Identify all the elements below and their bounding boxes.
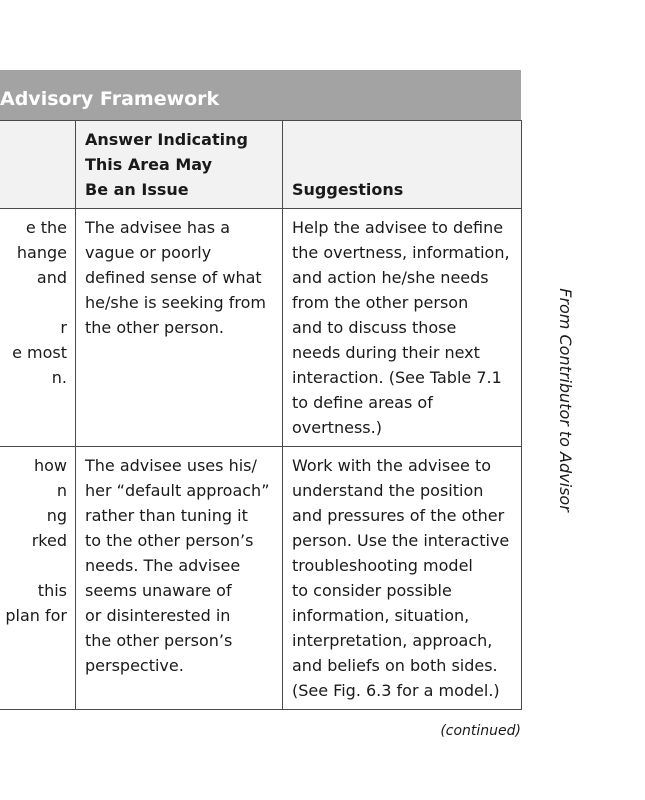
cell-line: interpretation, approach,	[292, 631, 493, 650]
header-cell-answer	[76, 121, 283, 209]
cell-line: r	[60, 318, 67, 337]
cell-line: Help the advisee to define	[292, 218, 504, 237]
row2-col1-cell	[0, 447, 76, 710]
cell-line: and beliefs on both sides.	[292, 656, 498, 675]
cell-line: overtness.)	[292, 418, 382, 437]
cell-line: to define areas of	[292, 393, 433, 412]
cell-line: e most	[12, 343, 67, 362]
running-head: From Contributor to Advisor	[556, 288, 575, 512]
cell-line: the other person’s	[85, 631, 233, 650]
header-cell-suggestions: Suggestions	[283, 121, 522, 209]
cell-line: to the other person’s	[85, 531, 254, 550]
cell-line: this	[37, 581, 67, 600]
row2-answer-cell	[76, 447, 283, 710]
cell-line: and to discuss those	[292, 318, 457, 337]
row1-answer-cell	[76, 209, 283, 447]
cell-line: Work with the advisee to	[292, 456, 492, 475]
header-line: Be an Issue	[85, 180, 189, 199]
cell-line: and	[36, 268, 67, 287]
cell-line	[0, 553, 67, 578]
cell-line: n	[56, 481, 67, 500]
cell-line: information, situation,	[292, 606, 470, 625]
cell-line: he/she is seeking from	[85, 293, 266, 312]
advisory-framework-table	[0, 120, 522, 710]
header-line: This Area May	[85, 155, 213, 174]
cell-line: person. Use the interactive	[292, 531, 510, 550]
cell-line: vague or poorly	[85, 243, 212, 262]
cell-line: (See Fig. 6.3 for a model.)	[292, 681, 500, 700]
cell-line: ng	[46, 506, 67, 525]
cell-line	[0, 290, 67, 315]
cell-line: from the other person	[292, 293, 469, 312]
cell-line: how	[33, 456, 67, 475]
cell-line: needs during their next	[292, 343, 480, 362]
cell-line: understand the position	[292, 481, 484, 500]
table-title: Advisory Framework	[0, 88, 220, 110]
cell-line: The advisee has a	[85, 218, 230, 237]
cell-line: troubleshooting model	[292, 556, 473, 575]
cell-line: seems unaware of	[85, 581, 232, 600]
cell-line: to consider possible	[292, 581, 452, 600]
table-header-row	[0, 121, 522, 209]
cell-line: rked	[31, 531, 67, 550]
cell-line: The advisee uses his/	[85, 456, 257, 475]
row1-col1-cell	[0, 209, 76, 447]
cell-line: rather than tuning it	[85, 506, 248, 525]
table-row	[0, 209, 522, 447]
cell-line: defined sense of what	[85, 268, 262, 287]
cell-line: and pressures of the other	[292, 506, 505, 525]
row1-suggestions-cell	[283, 209, 522, 447]
cell-line: interaction. (See Table 7.1	[292, 368, 502, 387]
cell-line: the other person.	[85, 318, 224, 337]
continued-note: (continued)	[440, 723, 521, 739]
cell-line: her “default approach”	[85, 481, 270, 500]
row2-suggestions-cell	[283, 447, 522, 710]
cell-line: e the	[25, 218, 67, 237]
cell-line: n.	[51, 368, 67, 387]
cell-line: the overtness, information,	[292, 243, 510, 262]
header-cell-col1	[0, 121, 76, 209]
table-row	[0, 447, 522, 710]
cell-line: needs. The advisee	[85, 556, 241, 575]
cell-line: or disinterested in	[85, 606, 231, 625]
cell-line: and action he/she needs	[292, 268, 489, 287]
cell-line: plan for	[5, 606, 67, 625]
cell-line: perspective.	[85, 656, 184, 675]
cell-line: hange	[16, 243, 67, 262]
header-line: Answer Indicating	[85, 130, 248, 149]
